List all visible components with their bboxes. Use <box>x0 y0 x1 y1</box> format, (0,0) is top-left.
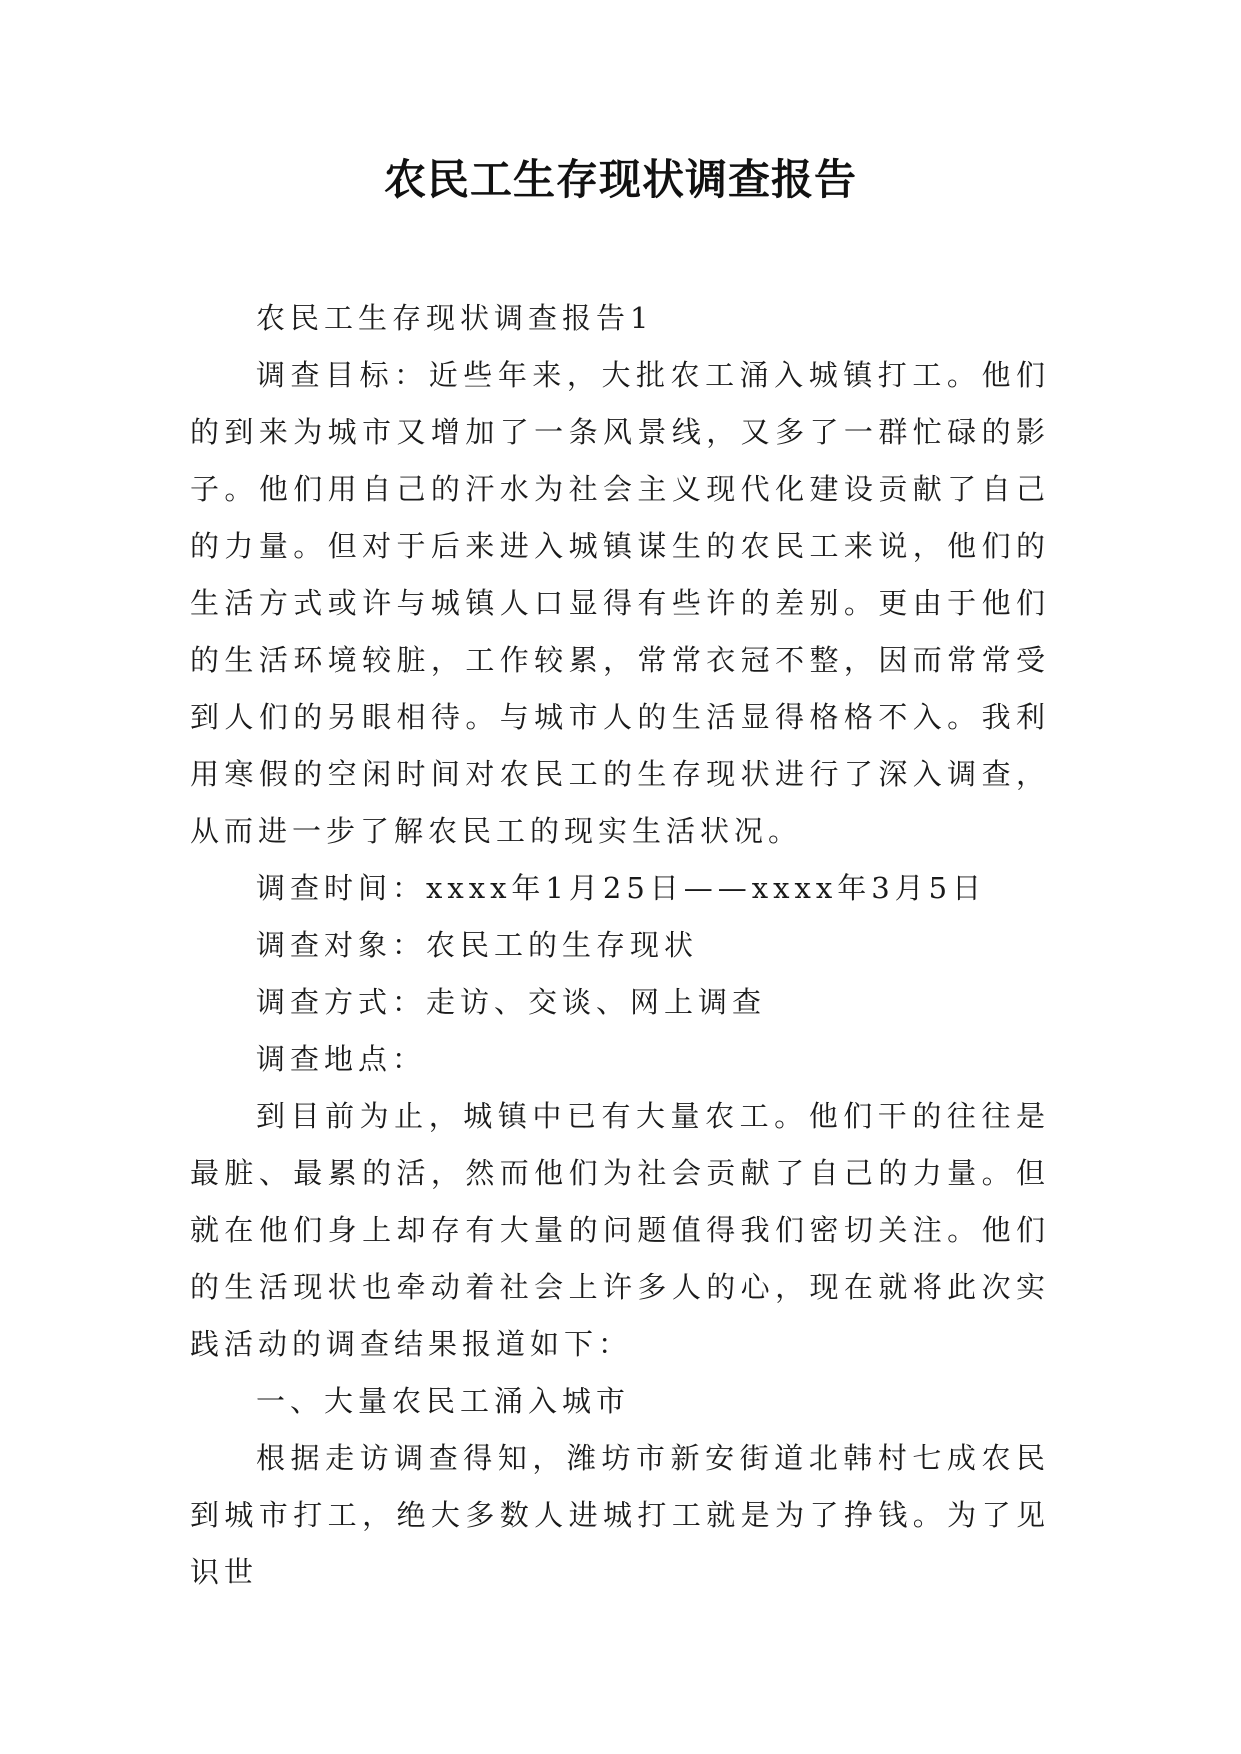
paragraph-overview: 到目前为止，城镇中已有大量农工。他们干的往往是最脏、最累的活，然而他们为社会贡献了自己的力量。但就在他们身上却存有大量的问题值得我们密切关注。他们的生活现状也牵动着社会上许多人的心，现在就将此次实践活动的调查结果报道如下： <box>190 1099 1050 1361</box>
document-body <box>190 290 1050 1601</box>
section-heading: 农民工生存现状调查报告1 <box>256 301 654 335</box>
paragraph-findings: 根据走访调查得知，潍坊市新安街道北韩村七成农民到城市打工，绝大多数人进城打工就是为了挣钱。为了见识世 <box>190 1441 1050 1589</box>
paragraph-survey-time: 调查时间：xxxx年1月25日——xxxx年3月5日 <box>256 871 987 905</box>
paragraph-survey-method: 调查方式：走访、交谈、网上调查 <box>256 985 767 1019</box>
subsection-heading: 一、大量农民工涌入城市 <box>256 1384 631 1418</box>
paragraph-survey-location: 调查地点： <box>256 1042 427 1076</box>
paragraph-survey-subject: 调查对象：农民工的生存现状 <box>256 928 699 962</box>
document-title: 农民工生存现状调查报告 <box>383 155 857 204</box>
paragraph-survey-goal: 调查目标：近些年来，大批农工涌入城镇打工。他们的到来为城市又增加了一条风景线，又多了一群忙碌的影子。他们用自己的汗水为社会主义现代化建设贡献了自己的力量。但对于后来进入城镇谋生的农民工来说，他们的生活方式或许与城镇人口显得有些许的差别。更由于他们的生活环境较脏，工作较累，常常衣冠不整，因而常常受到人们的另眼相待。与城市人的生活显得格格不入。我利用寒假的空闲时间对农民工的生存现状进行了深入调查，从而进一步了解农民工的现实生活状况。 <box>190 358 1050 848</box>
